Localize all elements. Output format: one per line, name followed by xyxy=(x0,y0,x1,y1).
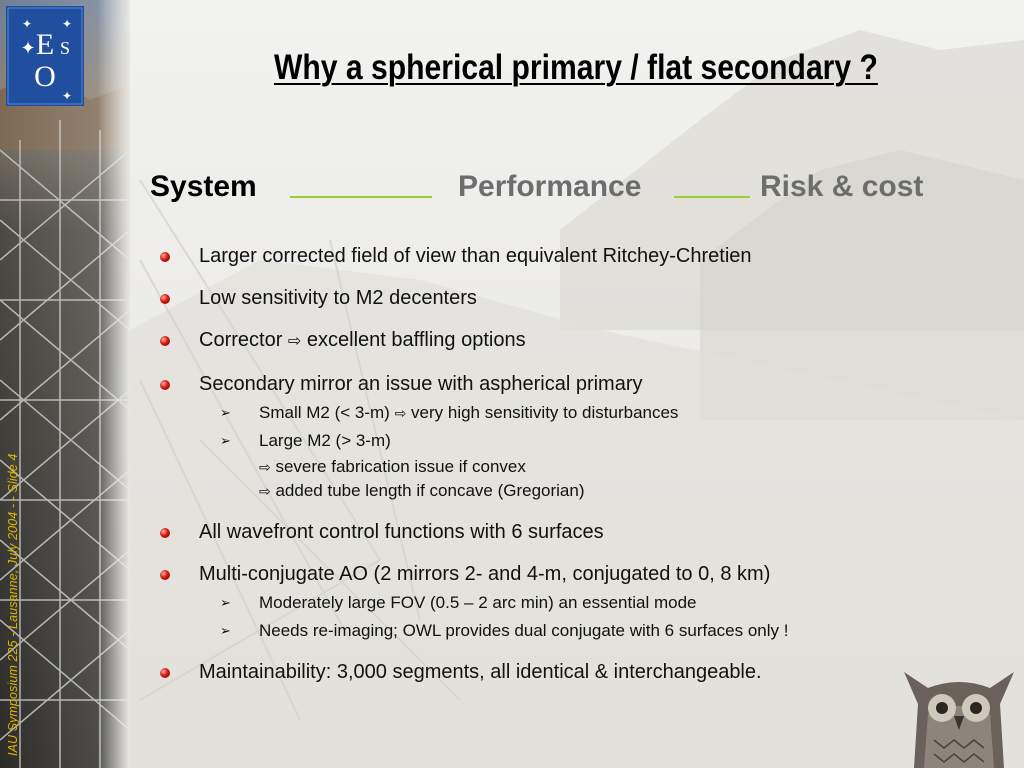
arrowhead-bullet-icon: ➢ xyxy=(220,405,231,420)
bullet-icon xyxy=(160,668,170,678)
stage-system: System xyxy=(150,170,257,203)
owl-image xyxy=(894,664,1024,768)
list-item: Low sensitivity to M2 decenters xyxy=(160,286,960,310)
bullet-list xyxy=(160,244,960,684)
list-item: Maintainability: 3,000 segments, all identical & interchangeable. xyxy=(160,660,960,684)
right-arrow-icon: ⇨ xyxy=(259,483,271,499)
sub-list-item: ➢ Needs re-imaging; OWL provides dual conjugate with 6 surfaces only ! xyxy=(220,621,789,640)
arrowhead-bullet-icon: ➢ xyxy=(220,433,231,448)
note-line: ⇨ severe fabrication issue if convex xyxy=(259,457,526,476)
stage-connector-2 xyxy=(674,196,750,198)
bullet-icon xyxy=(160,336,170,346)
stage-risk-cost: Risk & cost xyxy=(760,170,924,203)
svg-text:✦: ✦ xyxy=(22,17,33,31)
svg-text:O: O xyxy=(34,60,56,93)
sub-list-mcao xyxy=(160,592,960,642)
eso-logo xyxy=(6,6,84,106)
list-item: Secondary mirror an issue with aspherical primary xyxy=(160,372,960,396)
list-item: Larger corrected field of view than equivalent Ritchey-Chretien xyxy=(160,244,960,268)
sub-list-item: ➢ Moderately large FOV (0.5 – 2 arc min) an essential mode xyxy=(220,593,697,612)
arrowhead-bullet-icon: ➢ xyxy=(220,623,231,638)
svg-text:E: E xyxy=(35,28,55,61)
sub-list-secondary xyxy=(160,402,960,502)
bullet-icon xyxy=(160,380,170,390)
sub-list-item: ➢ Small M2 (< 3-m) ⇨ very high sensitivity to disturbances xyxy=(220,403,679,422)
bullet-icon xyxy=(160,570,170,580)
svg-text:✦: ✦ xyxy=(62,17,73,31)
list-item: Corrector ⇨ excellent baffling options xyxy=(160,328,960,354)
list-item: Multi-conjugate AO (2 mirrors 2- and 4-m, conjugated to 0, 8 km) xyxy=(160,562,960,586)
bullet-icon xyxy=(160,528,170,538)
stage-progress xyxy=(150,170,970,210)
bullet-icon xyxy=(160,294,170,304)
stage-performance: Performance xyxy=(458,170,642,203)
stage-connector-1 xyxy=(290,196,432,198)
note-line: ⇨ added tube length if concave (Gregorian) xyxy=(259,481,585,500)
bullet-icon xyxy=(160,252,170,262)
arrowhead-bullet-icon: ➢ xyxy=(220,595,231,610)
svg-text:✦: ✦ xyxy=(20,38,36,58)
svg-text:S: S xyxy=(59,38,71,58)
right-arrow-icon: ⇨ xyxy=(259,459,271,475)
slide-title: Why a spherical primary / flat secondary ? xyxy=(274,48,878,87)
sub-list-item: ➢ Large M2 (> 3-m) xyxy=(220,431,391,450)
list-item: All wavefront control functions with 6 surfaces xyxy=(160,520,960,544)
svg-text:✦: ✦ xyxy=(62,89,73,103)
right-arrow-icon: ⇨ xyxy=(394,405,407,421)
right-arrow-icon: ⇨ xyxy=(287,333,302,350)
side-label: IAU Symposium 225 - Lausanne, July 2004 - - Slide 4 xyxy=(6,453,20,756)
